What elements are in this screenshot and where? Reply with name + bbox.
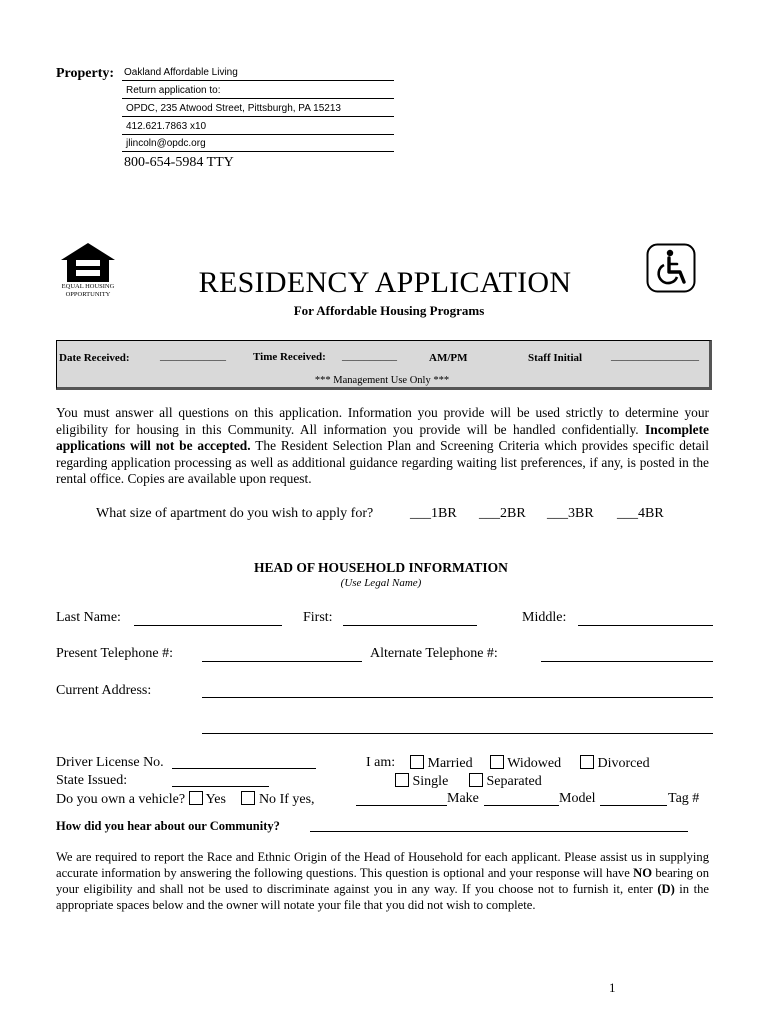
head-of-household-title: HEAD OF HOUSEHOLD INFORMATION: [254, 560, 508, 575]
property-email: jlincoln@opdc.org: [126, 138, 206, 149]
divorced-option: [580, 755, 650, 772]
vehicle-model-field[interactable]: [484, 805, 559, 806]
intro-paragraph: [56, 405, 709, 488]
state-issued-label: State Issued:: [56, 773, 128, 788]
accessibility-logo: [646, 243, 696, 293]
staff-initial-label: Staff Initial: [528, 352, 583, 364]
race-no-bold: NO: [633, 866, 653, 880]
present-telephone-field[interactable]: [202, 661, 362, 662]
divorced-label: Divorced: [597, 756, 650, 771]
email-line: [122, 151, 394, 152]
vehicle-question: [56, 791, 315, 808]
middle-name-field[interactable]: [578, 625, 713, 626]
management-use-box: [56, 340, 712, 390]
state-issued-field[interactable]: [172, 786, 269, 787]
first-name-field[interactable]: [343, 625, 477, 626]
page-subtitle: For Affordable Housing Programs: [293, 303, 485, 318]
vehicle-no-checkbox[interactable]: [241, 791, 255, 805]
vehicle-tag-field[interactable]: [600, 805, 667, 806]
option-3br[interactable]: ___3BR: [547, 506, 594, 521]
race-d-bold: (D): [657, 882, 675, 896]
widowed-label: Widowed: [507, 756, 562, 771]
property-name-line: [122, 80, 394, 81]
driver-license-label: Driver License No.: [56, 755, 164, 770]
time-received-label: Time Received:: [253, 351, 326, 363]
intro-text-2: The Resident Selection Plan and Screening Criteria which provides specific detail regarding application processing as well as additional guidance regarding waiting list preferences, if any, is posted in the rental office. Copies are available upon request.: [56, 438, 709, 486]
current-address-label: Current Address:: [56, 683, 152, 698]
intro-text-1: You must answer all questions on this application. Information you provide will be used strictly to determine your eligibility for housing in this Community. All information you provide will be handled confidentially.: [56, 405, 709, 437]
property-phone: 412.621.7863 x10: [126, 121, 207, 132]
middle-name-label: Middle:: [522, 610, 567, 625]
first-name-label: First:: [303, 610, 333, 625]
driver-license-field[interactable]: [172, 768, 316, 769]
option-2br[interactable]: ___2BR: [479, 506, 526, 521]
race-text-2: bearing on your eligibility and shall not be used to discriminate against you in any way. If you choose not to furnish it, enter: [56, 866, 710, 896]
tag-label: Tag #: [668, 791, 700, 806]
equal-housing-text-1: EQUAL HOUSING: [61, 283, 115, 290]
date-received-label: Date Received:: [59, 352, 130, 364]
vehicle-no-label: No: [258, 792, 277, 807]
vehicle-make-field[interactable]: [356, 805, 447, 806]
current-address-field-1[interactable]: [202, 697, 713, 698]
management-note: *** Management Use Only ***: [314, 375, 450, 386]
wheelchair-icon: [646, 243, 696, 293]
how-hear-label: How did you hear about our Community?: [56, 819, 280, 833]
date-received-blank: ____________: [160, 350, 226, 362]
married-checkbox[interactable]: [410, 755, 424, 769]
single-label: Single: [412, 774, 449, 789]
alternate-telephone-field[interactable]: [541, 661, 713, 662]
option-4br[interactable]: ___4BR: [617, 506, 664, 521]
marital-status-label: I am:: [366, 755, 396, 770]
vehicle-question-text: Do you own a vehicle?: [56, 792, 186, 807]
address-line: [122, 116, 394, 117]
vehicle-yes-label: Yes: [205, 792, 226, 807]
separated-label: Separated: [486, 774, 542, 789]
property-name: Oakland Affordable Living: [124, 67, 238, 78]
separated-checkbox[interactable]: [469, 773, 483, 787]
how-hear-field[interactable]: [310, 831, 688, 832]
race-text-1: We are required to report the Race and Ethnic Origin of the Head of Household for each applicant. Please assist us in supplying accurate information by answering the following questions. This question is optional and your response will have: [56, 850, 709, 880]
intro-bold: Incomplete applications will not be accepted.: [56, 421, 709, 453]
last-name-field[interactable]: [134, 625, 282, 626]
page-number: 1: [609, 980, 616, 995]
return-address: OPDC, 235 Atwood Street, Pittsburgh, PA 15213: [126, 103, 341, 114]
alternate-telephone-label: Alternate Telephone #:: [370, 646, 498, 661]
return-line: [122, 98, 394, 99]
race-text-3: in the appropriate spaces below and the owner will notate your file that you did not wish to complete.: [56, 882, 709, 912]
present-telephone-label: Present Telephone #:: [56, 646, 173, 661]
vehicle-yes-checkbox[interactable]: [189, 791, 203, 805]
single-checkbox[interactable]: [395, 773, 409, 787]
if-yes-label: If yes,: [279, 792, 315, 807]
make-label: Make: [447, 791, 479, 806]
time-received-blank: __________: [342, 350, 397, 362]
last-name-label: Last Name:: [56, 610, 121, 625]
married-label: Married: [427, 756, 473, 771]
legal-name-note: (Use Legal Name): [340, 577, 422, 589]
widowed-option: [490, 755, 561, 772]
race-paragraph: [56, 849, 709, 913]
single-option: [395, 773, 448, 790]
tty-number: 800-654-5984 TTY: [124, 155, 234, 170]
property-label: Property:: [56, 66, 115, 81]
page-title: RESIDENCY APPLICATION: [198, 266, 572, 299]
divorced-checkbox[interactable]: [580, 755, 594, 769]
equal-housing-text-2: OPPORTUNITY: [65, 291, 111, 298]
phone-line: [122, 134, 394, 135]
option-1br[interactable]: ___1BR: [410, 506, 457, 521]
current-address-field-2[interactable]: [202, 733, 713, 734]
am-pm-label: AM/PM: [429, 352, 468, 364]
married-option: [410, 755, 473, 772]
widowed-checkbox[interactable]: [490, 755, 504, 769]
model-label: Model: [559, 791, 596, 806]
apartment-size-question: What size of apartment do you wish to apply for?: [96, 506, 374, 521]
separated-option: [469, 773, 542, 790]
staff-initial-blank: ________________: [611, 350, 699, 362]
return-to-label: Return application to:: [126, 85, 221, 96]
